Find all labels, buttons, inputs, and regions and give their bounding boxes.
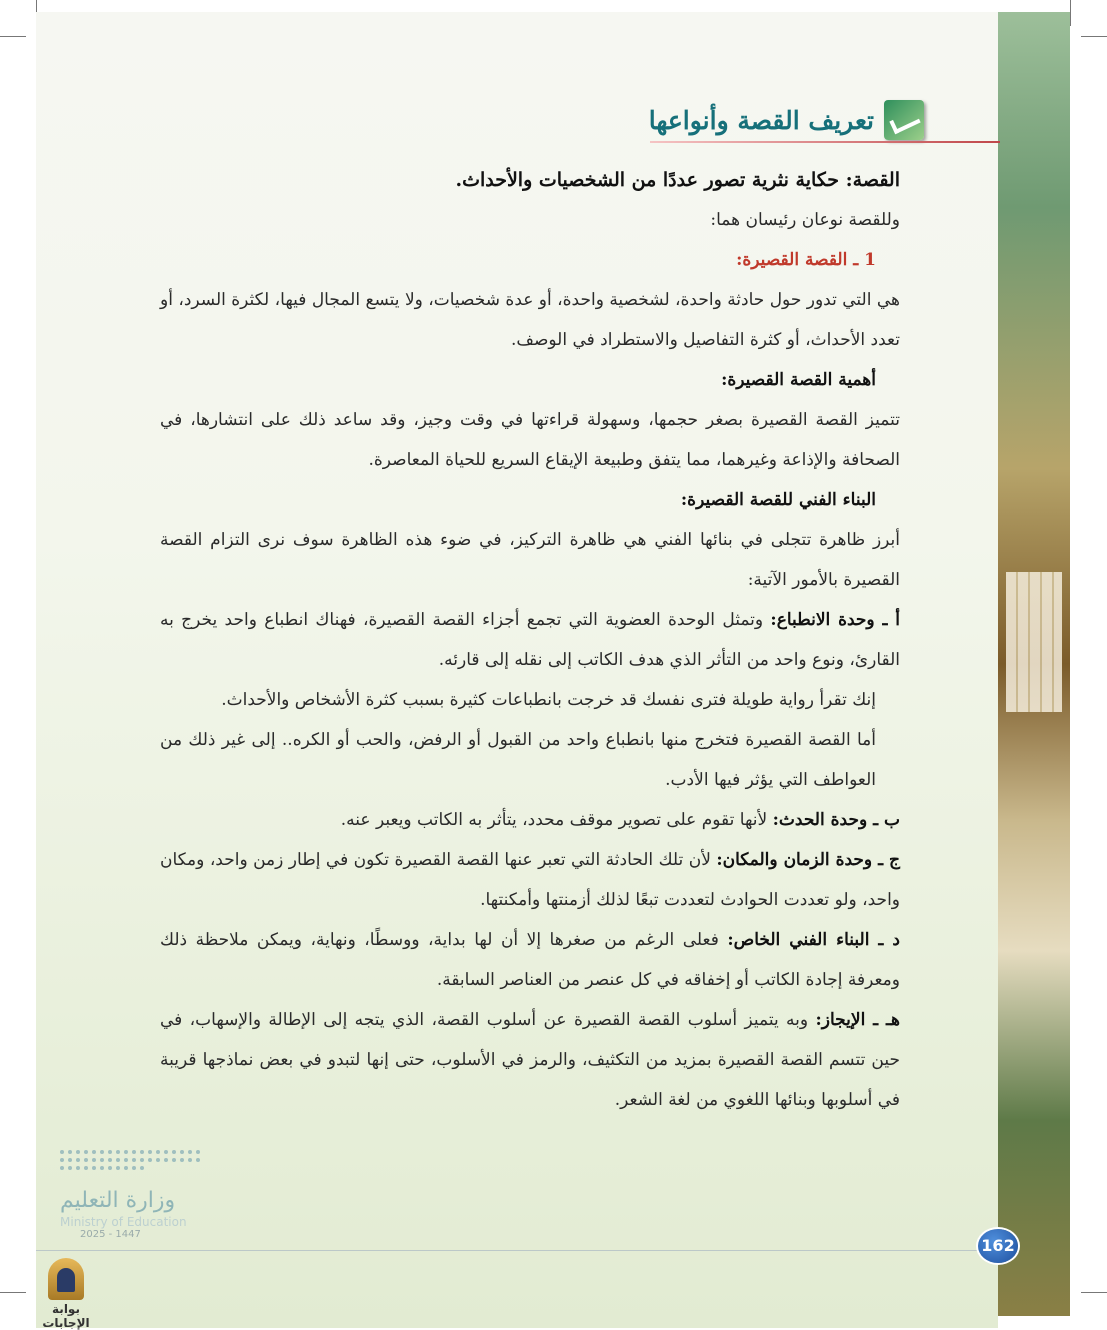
page-number-badge: 162 bbox=[978, 1229, 1018, 1263]
edition-year: 2025 - 1447 bbox=[80, 1229, 141, 1240]
item-d bbox=[160, 920, 900, 1000]
item-b bbox=[160, 800, 900, 840]
logo-dots-icon bbox=[60, 1150, 200, 1170]
item-a bbox=[160, 600, 900, 680]
gate-emblem-icon bbox=[48, 1258, 84, 1300]
watermark-text: بوابة الإجابات bbox=[42, 1302, 90, 1330]
title-underline bbox=[650, 141, 1000, 143]
ministry-name-en: Ministry of Education bbox=[60, 1215, 187, 1229]
section-title bbox=[649, 98, 924, 142]
chart-badge-icon bbox=[884, 100, 924, 140]
section-title-text: تعريف القصة وأنواعها bbox=[648, 105, 874, 135]
item-e-label: هـ ـ الإيجاز: bbox=[815, 1010, 900, 1030]
item-b-text: لأنها تقوم على تصوير موقف محدد، يتأثر به الكاتب ويعبر عنه. bbox=[340, 810, 773, 830]
item-e-text: وبه يتميز أسلوب القصة القصيرة عن أسلوب القصة، الذي يتجه إلى الإطالة والإسهاب، في حين تتسم القصة القصيرة بمزيد من التكثيف، والرمز في الأسلوب، حتى إنها لتبدو في بعض نماذجها قريبة في أسلوبها وبنائها اللغوي من لغة الشعر. bbox=[160, 1010, 900, 1110]
type1-heading bbox=[160, 240, 900, 280]
item-a-label: أ ـ وحدة الانطباع: bbox=[770, 610, 900, 630]
item-d-text: فعلى الرغم من صغرها إلا أن لها بداية، ووسطًا، ونهاية، ويمكن ملاحظة ذلك ومعرفة إجادة الكاتب أو إخفاقه في كل عنصر من العناصر السابقة. bbox=[160, 930, 900, 990]
item-c-label: ج ـ وحدة الزمان والمكان: bbox=[716, 850, 901, 870]
footer-rule bbox=[36, 1250, 980, 1251]
item-a-para2: إنك تقرأ رواية طويلة فترى نفسك قد خرجت بانطباعات كثيرة بسبب كثرة الأشخاص والأحداث. bbox=[221, 690, 876, 710]
site-watermark bbox=[30, 1258, 102, 1330]
item-d-label: د ـ البناء الفني الخاص: bbox=[727, 930, 900, 950]
item-c-text: لأن تلك الحادثة التي تعبر عنها القصة القصيرة تكون في إطار زمن واحد، ومكان واحد، ولو تعددت الحوادث لتعددت تبعًا لذلك أزمنتها وأمكنتها. bbox=[160, 850, 900, 910]
types-intro: وللقصة نوعان رئيسان هما: bbox=[710, 210, 900, 230]
definition-term: القصة bbox=[852, 169, 900, 191]
side-photo-strip bbox=[998, 12, 1070, 1316]
item-e bbox=[160, 1000, 900, 1120]
definition-paragraph bbox=[160, 160, 900, 200]
structure-paragraph: أبرز ظاهرة تتجلى في بنائها الفني هي ظاهرة التركيز، في ضوء هذه الظاهرة سوف نرى التزام القصة القصيرة بالأمور الآتية: bbox=[160, 530, 900, 590]
type1-paragraph: هي التي تدور حول حادثة واحدة، لشخصية واحدة، أو عدة شخصيات، ولا يتسع المجال فيها، لكثرة السرد، أو تعدد الأحداث، أو كثرة التفاصيل والاستطراد في الوصف. bbox=[160, 290, 900, 350]
importance-heading: أهمية القصة القصيرة: bbox=[721, 370, 876, 390]
importance-paragraph: تتميز القصة القصيرة بصغر حجمها، وسهولة قراءتها في وقت وجيز، وقد ساعد ذلك على انتشارها، في الصحافة والإذاعة وغيرهما، مما يتفق وطبيعة الإيقاع السريع للحياة المعاصرة. bbox=[160, 410, 900, 470]
newspaper-image bbox=[1006, 572, 1062, 712]
item-a-para3: أما القصة القصيرة فتخرج منها بانطباع واحد من القبول أو الرفض، والحب أو الكره.. إلى غير ذلك من العواطف التي يؤثر فيها الأدب. bbox=[160, 730, 876, 790]
type1-heading-text: 1 ـ القصة القصيرة: bbox=[736, 250, 876, 270]
item-c bbox=[160, 840, 900, 920]
structure-heading: البناء الفني للقصة القصيرة: bbox=[680, 490, 876, 510]
item-b-label: ب ـ وحدة الحدث: bbox=[772, 810, 900, 830]
ministry-name-ar: وزارة التعليم bbox=[60, 1188, 176, 1213]
ministry-logo bbox=[60, 1150, 210, 1260]
item-a-text: وتمثل الوحدة العضوية التي تجمع أجزاء القصة القصيرة، فهناك انطباع واحد يخرج به القارئ، ونوع واحد من التأثر الذي هدف الكاتب إلى نقله إلى قارئه. bbox=[160, 610, 900, 670]
lesson-body bbox=[160, 160, 900, 1120]
definition-text: : حكاية نثرية تصور عددًا من الشخصيات والأحداث. bbox=[455, 169, 853, 191]
